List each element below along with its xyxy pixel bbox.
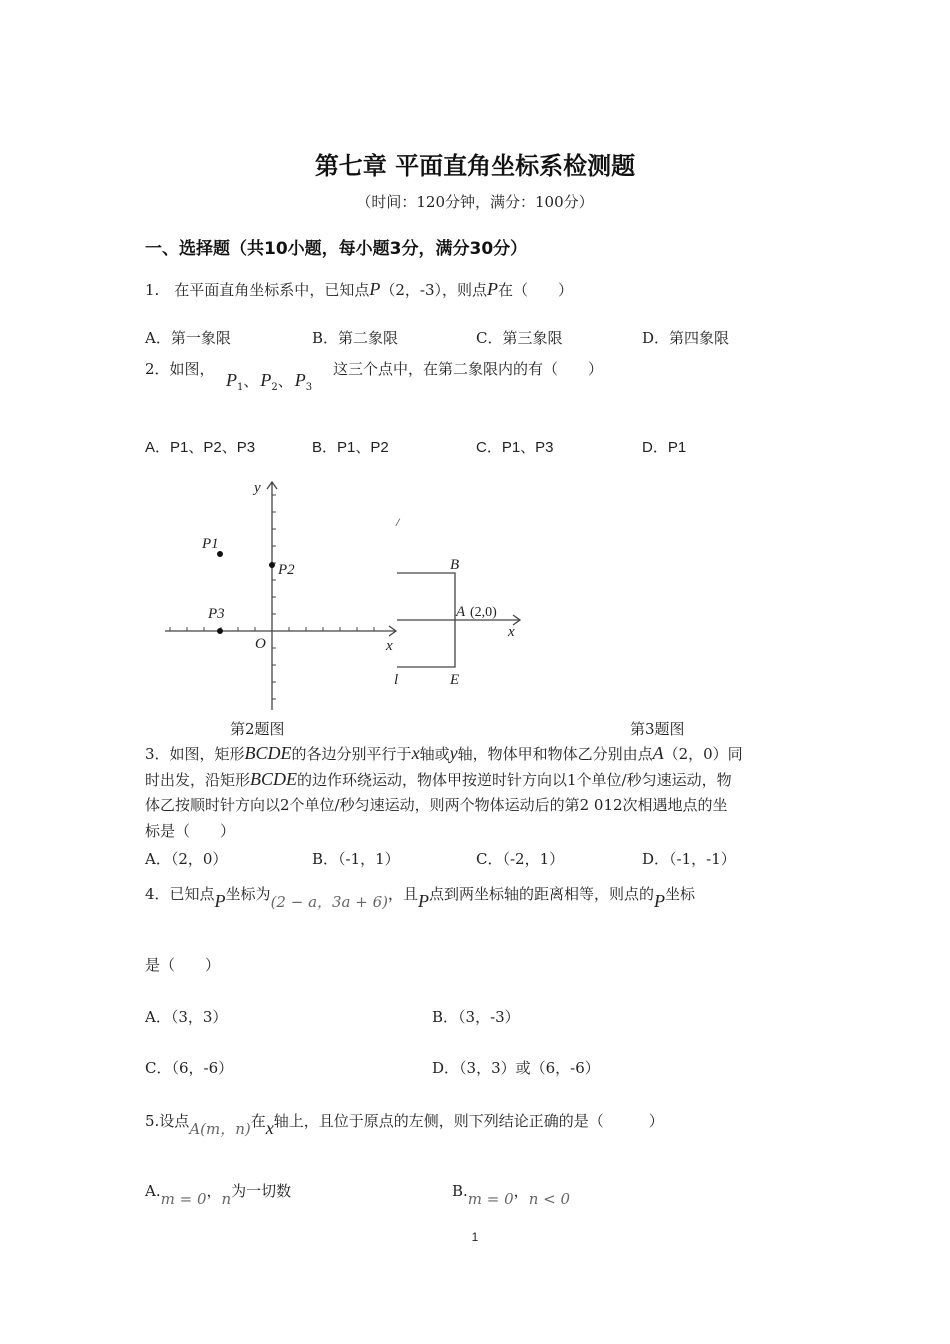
q3-text-2a: 时出发，沿矩形 <box>145 771 251 789</box>
q3-var-x: x <box>411 743 420 763</box>
q4-line-2: 是（ ） <box>145 956 221 974</box>
fig2-point-p2 <box>269 562 275 568</box>
fig3-label-x: x <box>508 624 515 640</box>
q2-var-p3: P <box>294 370 306 390</box>
q2-option-b: B．P1、P2 <box>312 439 389 456</box>
q3-line-2 <box>145 766 732 793</box>
q2-sub-1: 1 <box>237 382 244 394</box>
fig3-caption: 第3题图 <box>630 720 685 738</box>
q1-text-mid: （2，-3），则点 <box>380 281 487 299</box>
q3-line-1 <box>145 740 743 767</box>
q3-var-bcde-2: BCDE <box>250 769 298 789</box>
fig3-label-a-coord: (2,0) <box>470 605 497 620</box>
figure-q2 <box>160 470 400 720</box>
page-number: 1 <box>471 1230 479 1244</box>
fig2-label-p3: P3 <box>208 606 225 622</box>
q5-option-b-n: n < 0 <box>528 1190 570 1208</box>
fig3-label-e: E <box>450 672 460 688</box>
q2-sep-1: 、 <box>243 372 259 390</box>
q4-var-p: P <box>214 891 226 911</box>
figure-q3 <box>390 500 530 690</box>
q2-text-post: 这三个点中，在第二象限内的有（ ） <box>333 360 604 378</box>
q2-text-pre: 2．如图， <box>145 360 215 378</box>
q3-option-c: C．（-2，1） <box>476 850 565 868</box>
q5-text-post: 轴上，且位于原点的左侧，则下列结论正确的是（ ） <box>273 1112 664 1130</box>
q3-text-1b: 的各边分别平行于 <box>291 745 412 763</box>
q5-line-1 <box>145 1107 664 1138</box>
q1-text-post: 在（ ） <box>497 281 573 299</box>
q3-var-a: A <box>652 743 664 763</box>
q1-option-d: D．第四象限 <box>642 329 730 347</box>
q5-option-a-n: n <box>221 1190 232 1208</box>
q2-var-p2: P <box>260 370 272 390</box>
question-1 <box>145 276 573 303</box>
q4-text-pre: 4．已知点 <box>145 885 215 903</box>
q2-sep-2: 、 <box>277 372 293 390</box>
q4-var-p-3: P <box>654 891 666 911</box>
q5-option-a-m: m = 0 <box>160 1190 207 1208</box>
fig3-label-a: A <box>456 604 466 620</box>
fig2-label-o: O <box>255 636 266 652</box>
page-subtitle: （时间：120分钟，满分：100分） <box>356 193 594 211</box>
q3-line-4: 标是（ ） <box>145 822 236 840</box>
fig2-caption: 第2题图 <box>230 720 285 738</box>
q1-option-b: B．第二象限 <box>312 329 399 347</box>
fig2-label-p1: P1 <box>202 536 219 552</box>
q4-line-1 <box>145 880 696 911</box>
fig3-mark: / <box>396 515 400 529</box>
q3-var-y: y <box>449 743 458 763</box>
q2-option-a: A．P1、P2、P3 <box>145 439 256 456</box>
q2-option-d: D．P1 <box>642 439 687 456</box>
q4-option-d: D．（3，3）或（6，-6） <box>432 1059 600 1077</box>
q5-option-b-sep: ， <box>513 1182 529 1200</box>
q5-text-pre: 5.设点 <box>145 1112 190 1130</box>
q4-text-post: 坐标 <box>665 885 696 903</box>
q3-text-2b: 的边作环绕运动，物体甲按逆时针方向以1个单位/秒匀速运动，物 <box>297 771 732 789</box>
q2-sub-2: 2 <box>271 382 278 394</box>
q3-option-b: B．（-1，1） <box>312 850 400 868</box>
fig2-label-p2: P2 <box>278 562 295 578</box>
q1-option-c: C．第三象限 <box>476 329 563 347</box>
q5-option-b <box>452 1178 570 1208</box>
q1-option-a: A．第一象限 <box>145 329 231 347</box>
q5-option-a-sep: ， <box>206 1182 222 1200</box>
q5-option-a-label: A. <box>145 1182 161 1200</box>
q2-option-c: C．P1、P3 <box>476 439 554 456</box>
fig3-label-left: l <box>394 672 399 688</box>
q2-sub-3: 3 <box>305 382 313 394</box>
q4-text-mid3: 点到两坐标轴的距离相等，则点的 <box>429 885 655 903</box>
q4-option-a: A．（3，3） <box>145 1008 228 1026</box>
q1-text-pre: 1. 在平面直角坐标系中，已知点 <box>145 281 370 299</box>
q5-point-expression: A(m，n) <box>189 1120 251 1138</box>
q3-var-bcde: BCDE <box>244 743 292 763</box>
section-heading: 一、选择题（共10小题，每小题3分，满分30分） <box>145 239 528 259</box>
q4-option-b: B．（3，-3） <box>432 1008 520 1026</box>
q5-var-x: x <box>265 1118 274 1138</box>
page-title: 第七章 平面直角坐标系检测题 <box>314 152 636 180</box>
fig2-label-y: y <box>254 480 261 496</box>
q5-option-b-label: B. <box>452 1182 468 1200</box>
q5-option-a-post: 为一切数 <box>231 1182 292 1200</box>
q5-option-a <box>145 1178 292 1208</box>
q3-text-1a: 3．如图，矩形 <box>145 745 245 763</box>
fig3-label-b: B <box>450 557 460 573</box>
q4-text-mid1: 坐标为 <box>225 885 271 903</box>
q4-option-c: C．（6，-6） <box>145 1059 234 1077</box>
q4-text-mid2: ，且 <box>388 885 419 903</box>
q4-var-p-2: P <box>418 891 430 911</box>
q1-var-p: P <box>369 279 381 299</box>
q3-option-d: D．（-1，-1） <box>642 850 736 868</box>
fig2-label-x: x <box>386 638 393 654</box>
q3-option-a: A．（2，0） <box>145 850 228 868</box>
q3-text-1d: 轴，物体甲和物体乙分别由点 <box>457 745 653 763</box>
q1-var-p-2: P <box>486 279 498 299</box>
q4-coord-expression: (2 − a，3a + 6) <box>270 893 388 911</box>
q3-text-1c: 轴或 <box>419 745 450 763</box>
fig2-point-p3 <box>217 628 223 634</box>
q2-var-p1: P <box>226 370 237 390</box>
q3-text-1e: （2，0）同 <box>663 745 743 763</box>
q5-option-b-m: m = 0 <box>467 1190 514 1208</box>
q2-points <box>226 368 312 394</box>
q5-text-mid: 在 <box>250 1112 266 1130</box>
q3-line-3: 体乙按顺时针方向以2个单位/秒匀速运动，则两个物体运动后的第2 012次相遇地点的坐 <box>145 796 728 814</box>
